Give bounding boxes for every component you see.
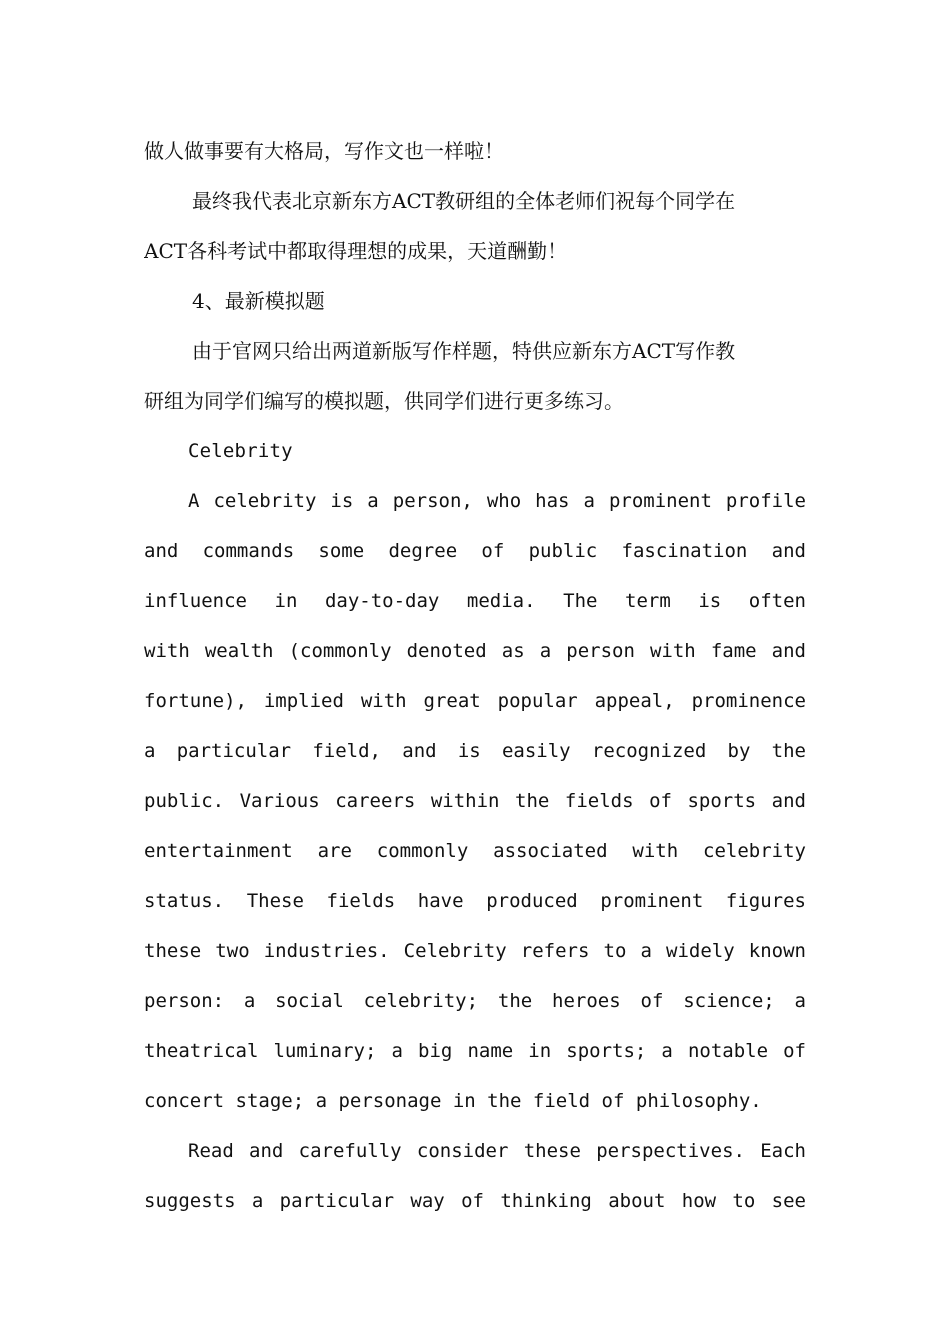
prompt-title: Celebrity — [188, 440, 293, 462]
paragraph-line: public. Various careers within the fields of sports and — [144, 790, 806, 812]
paragraph-line: a particular field, and is easily recognized by the — [144, 740, 806, 762]
paragraph-line: these two industries. Celebrity refers to a widely known — [144, 940, 806, 962]
paragraph-line: concert stage; a personage in the field of philosophy. — [144, 1090, 762, 1112]
paragraph-line: and commands some degree of public fascination and — [144, 540, 806, 562]
paragraph-line: Read and carefully consider these perspectives. Each — [188, 1140, 806, 1162]
paragraph-line: influence in day-to-day media. The term is often — [144, 590, 806, 612]
text-line-2: 最终我代表北京新东方ACT教研组的全体老师们祝每个同学在 — [192, 189, 736, 213]
paragraph-line: suggests a particular way of thinking about how to see — [144, 1190, 806, 1212]
paragraph-line: status. These fields have produced prominent figures — [144, 890, 806, 912]
text-line-3: ACT各科考试中都取得理想的成果，天道酬勤！ — [144, 239, 568, 263]
text-line-1: 做人做事要有大格局，写作文也一样啦！ — [144, 139, 504, 163]
section-heading: 4、最新模拟题 — [192, 289, 325, 313]
paragraph-line: person: a social celebrity; the heroes of science; a — [144, 990, 806, 1012]
prompt-paragraph-1 — [144, 476, 806, 1126]
text-line-6: 研组为同学们编写的模拟题，供同学们进行更多练习。 — [144, 389, 624, 413]
paragraph-line: entertainment are commonly associated with celebrity — [144, 840, 806, 862]
paragraph-line: A celebrity is a person, who has a prominent profile — [188, 490, 806, 512]
text-line-5: 由于官网只给出两道新版写作样题，特供应新东方ACT写作教 — [192, 339, 736, 363]
paragraph-line: theatrical luminary; a big name in sports; a notable of — [144, 1040, 806, 1062]
paragraph-line: with wealth (commonly denoted as a person with fame and — [144, 640, 806, 662]
paragraph-line: fortune), implied with great popular appeal, prominence — [144, 690, 806, 712]
prompt-paragraph-2 — [144, 1126, 806, 1226]
document-page — [144, 126, 806, 1226]
